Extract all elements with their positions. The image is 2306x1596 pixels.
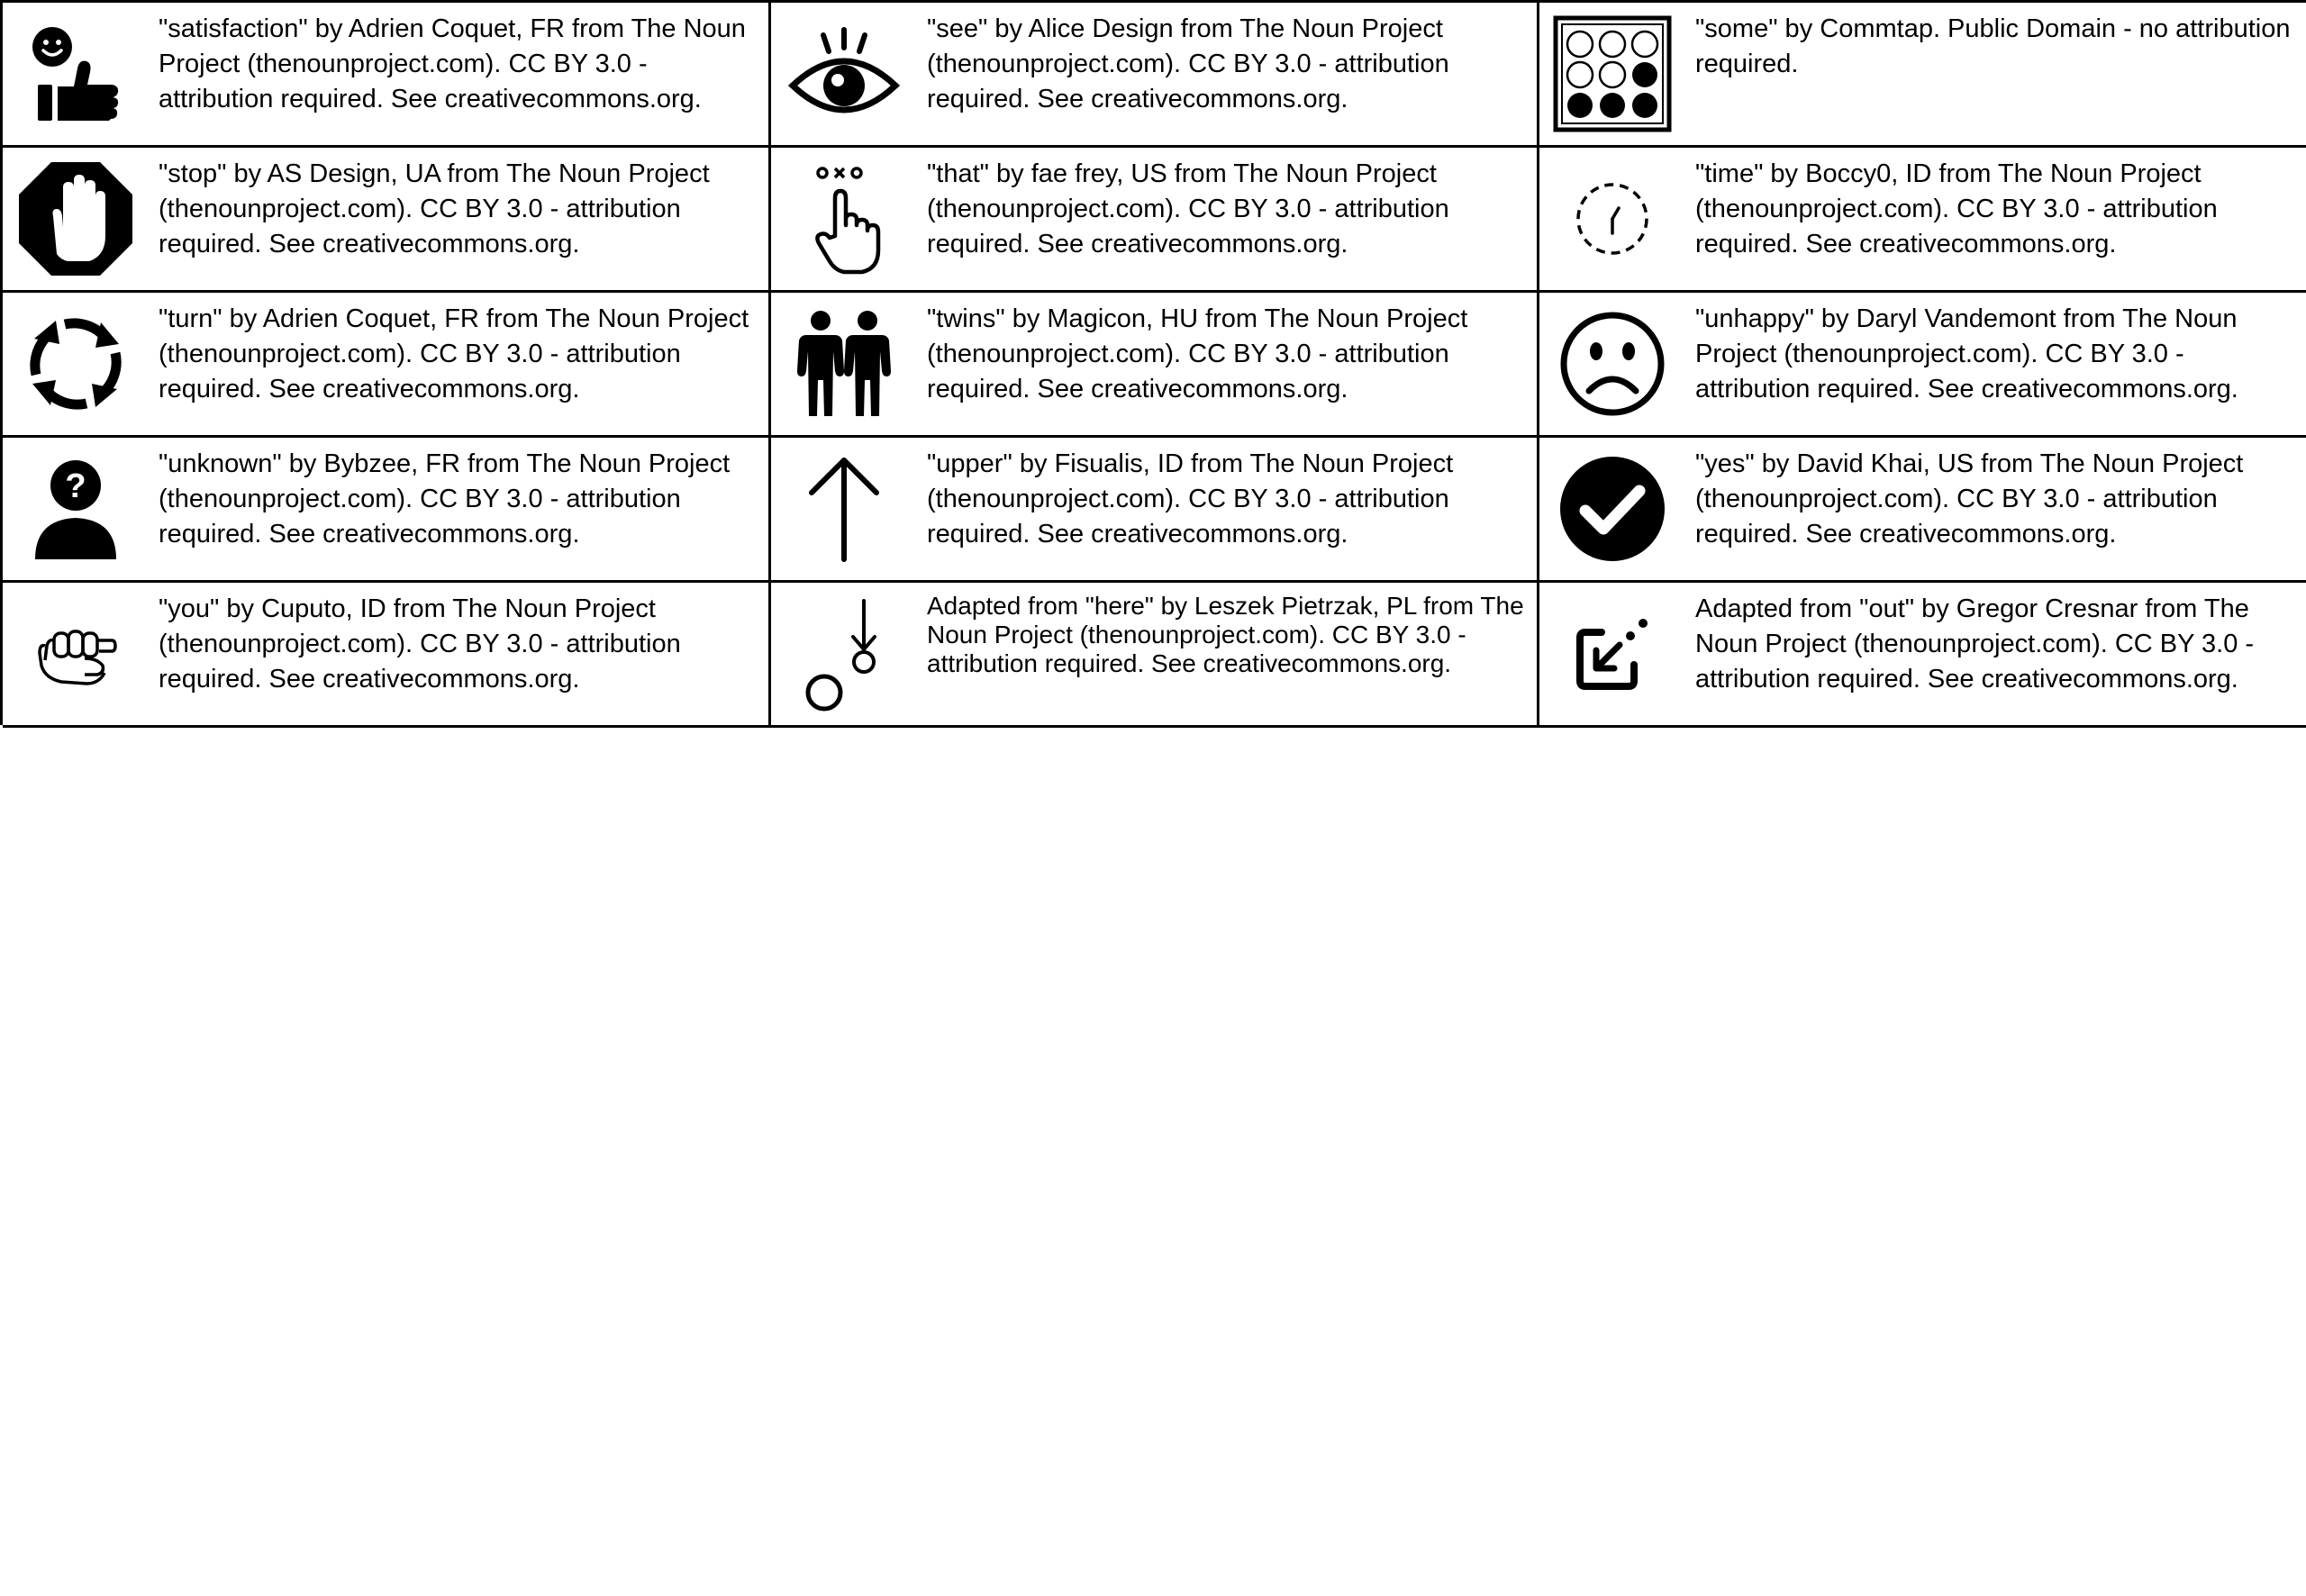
attribution-text: "yes" by David Khai, US from The Noun Project (thenounproject.com). CC BY 3.0 - attribution required. See creativecommons.org.	[1695, 449, 2244, 549]
out-icon	[1552, 595, 1673, 712]
time-icon	[1552, 160, 1673, 277]
attribution-text: Adapted from "here" by Leszek Pietrzak, PL from The Noun Project (thenounproject.com). CC BY 3.0 - attribution required. See creativecommons.org.	[927, 592, 1524, 677]
attribution-text: "stop" by AS Design, UA from The Noun Project (thenounproject.com). CC BY 3.0 - attribution required. See creativecommons.org.	[159, 159, 710, 258]
unknown-icon	[15, 450, 136, 567]
see-icon	[784, 15, 904, 132]
attribution-cell	[3, 438, 771, 583]
attribution-cell	[1539, 148, 2306, 293]
attribution-cell	[3, 148, 771, 293]
attribution-text: "see" by Alice Design from The Noun Project (thenounproject.com). CC BY 3.0 - attribution required. See creativecommons.org.	[927, 14, 1449, 113]
attribution-text: "upper" by Fisualis, ID from The Noun Project (thenounproject.com). CC BY 3.0 - attribution required. See creativecommons.org.	[927, 449, 1454, 549]
yes-icon	[1552, 450, 1673, 567]
attribution-cell	[771, 583, 1539, 728]
attribution-text: Adapted from "out" by Gregor Cresnar from The Noun Project (thenounproject.com). CC BY 3.0 - attribution required. See creativecommons.org.	[1695, 594, 2255, 694]
satisfaction-icon	[15, 15, 136, 132]
some-icon	[1552, 15, 1673, 132]
you-icon	[15, 595, 136, 712]
attribution-text: "unknown" by Bybzee, FR from The Noun Project (thenounproject.com). CC BY 3.0 - attribution required. See creativecommons.org.	[159, 449, 731, 549]
stop-icon	[15, 160, 136, 277]
attribution-text: "turn" by Adrien Coquet, FR from The Noun Project (thenounproject.com). CC BY 3.0 - attribution required. See creativecommons.org.	[159, 304, 749, 404]
upper-icon	[784, 450, 904, 567]
that-icon	[784, 160, 904, 277]
attribution-text: "unhappy" by Daryl Vandemont from The Noun Project (thenounproject.com). CC BY 3.0 - attribution required. See creativecommons.org.	[1695, 304, 2238, 404]
here-icon	[784, 595, 904, 712]
attribution-cell	[3, 293, 771, 438]
attribution-cell	[1539, 3, 2306, 148]
attribution-cell	[1539, 583, 2306, 728]
attribution-cell	[3, 3, 771, 148]
attribution-text: "that" by fae frey, US from The Noun Project (thenounproject.com). CC BY 3.0 - attribution required. See creativecommons.org.	[927, 159, 1449, 258]
attribution-text: "you" by Cuputo, ID from The Noun Project (thenounproject.com). CC BY 3.0 - attribution required. See creativecommons.org.	[159, 594, 681, 694]
attribution-cell	[771, 293, 1539, 438]
attribution-cell	[771, 438, 1539, 583]
attribution-cell	[771, 3, 1539, 148]
attribution-text: "twins" by Magicon, HU from The Noun Project (thenounproject.com). CC BY 3.0 - attribution required. See creativecommons.org.	[927, 304, 1468, 404]
attribution-text: "time" by Boccy0, ID from The Noun Project (thenounproject.com). CC BY 3.0 - attribution required. See creativecommons.org.	[1695, 159, 2218, 258]
attribution-cell	[1539, 293, 2306, 438]
attribution-cell	[771, 148, 1539, 293]
attribution-text: "some" by Commtap. Public Domain - no attribution required.	[1695, 14, 2291, 78]
attribution-cell	[3, 583, 771, 728]
unhappy-icon	[1552, 305, 1673, 422]
attribution-table	[0, 0, 2306, 725]
attribution-cell	[1539, 438, 2306, 583]
attribution-text: "satisfaction" by Adrien Coquet, FR from The Noun Project (thenounproject.com). CC BY 3.0 - attribution required. See creativecommons.org.	[159, 14, 746, 113]
svg-text:?: ?	[65, 467, 86, 505]
turn-icon	[15, 305, 136, 422]
twins-icon	[784, 305, 904, 422]
